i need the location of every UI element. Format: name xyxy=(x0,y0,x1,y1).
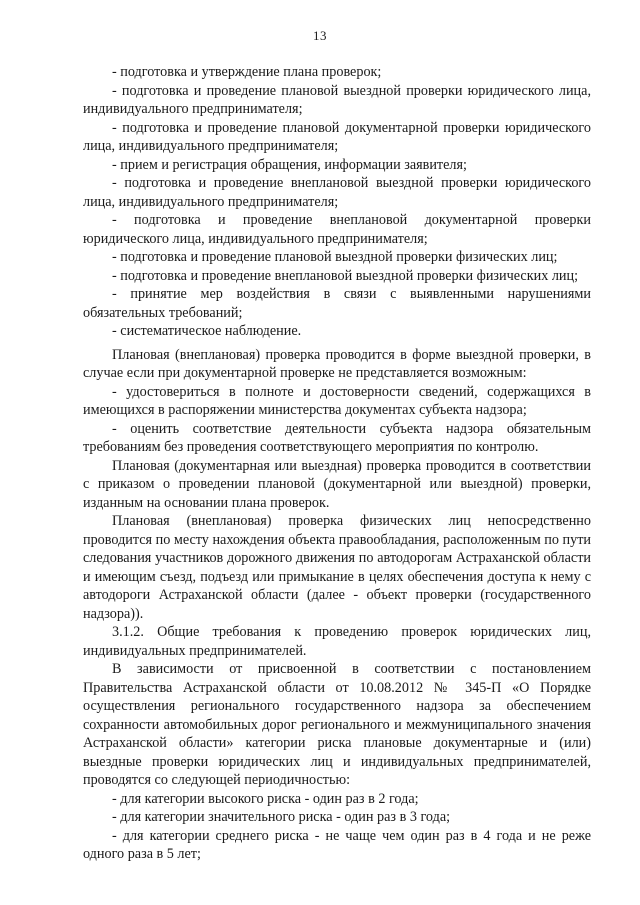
list-item: - подготовка и утверждение плана проверок; xyxy=(112,64,382,80)
list-item: - для категории значительного риска - один раз в 3 года; xyxy=(112,809,451,825)
section-heading: 3.1.2. Общие требования к проведению проверок юридических лиц, индивидуальных предпринимателей. xyxy=(83,624,591,659)
list-item: - подготовка и проведение внеплановой документарной проверки юридического лица, индивидуального предпринимателя; xyxy=(83,212,591,247)
list-item: - для категории среднего риска - не чаще чем один раз в 4 года и не реже одного раза в 5 лет; xyxy=(83,827,591,862)
list-item: - подготовка и проведение плановой выездной проверки юридического лица, индивидуального предпринимателя; xyxy=(83,82,591,117)
list-item: - для категории высокого риска - один раз в 2 года; xyxy=(112,790,419,807)
page-number: 13 xyxy=(313,28,327,43)
list-item: - подготовка и проведение плановой документарной проверки юридического лица, индивидуального предпринимателя; xyxy=(83,119,591,154)
list-item: - удостовериться в полноте и достоверности сведений, содержащихся в имеющихся в распоряжении министерства документах субъекта надзора; xyxy=(83,383,591,418)
list-item: - прием и регистрация обращения, информации заявителя; xyxy=(112,156,467,173)
document-body xyxy=(83,63,591,864)
paragraph: Плановая (внеплановая) проверка проводится в форме выездной проверки, в случае если при документарной проверке не представляется возможным: xyxy=(83,346,591,381)
paragraph: Плановая (внеплановая) проверка физических лиц непосредственно проводится по месту нахождения объекта правообладания, расположенным по пути следования участников дорожного движения по автодорогам Астраханской области и имеющим съезд, подъезд или примыкание в целях обеспечения доступа к нему с автодороги Астраханской области (далее - объект проверки (государственного надзора)). xyxy=(83,513,591,622)
paragraph: В зависимости от присвоенной в соответствии с постановлением Правительства Астраханской области от 10.08.2012 № 345-П «О Порядке осуществления регионального государственного надзора за обеспечением сохранности автомобильных дорог регионального и межмуниципального значения Астраханской области» категории риска плановые документарные и (или) выездные проверки юридических лиц и индивидуальных предпринимателей, проводятся со следующей периодичностью: xyxy=(83,661,591,788)
list-item: - принятие мер воздействия в связи с выявленными нарушениями обязательных требований; xyxy=(83,286,591,321)
list-item: - подготовка и проведение внеплановой выездной проверки юридического лица, индивидуального предпринимателя; xyxy=(83,175,591,210)
list-item: - систематическое наблюдение. xyxy=(112,323,302,339)
paragraph: Плановая (документарная или выездная) проверка проводится в соответствии с приказом о проведении плановой (документарной или выездной) проверки, изданным на основании плана проверок. xyxy=(83,457,591,511)
list-item: - оценить соответствие деятельности субъекта надзора обязательным требованиям без проведения соответствующего мероприятия по контролю. xyxy=(83,420,591,455)
list-item: - подготовка и проведение внеплановой выездной проверки физических лиц; xyxy=(112,267,579,284)
list-item: - подготовка и проведение плановой выездной проверки физических лиц; xyxy=(112,249,558,265)
